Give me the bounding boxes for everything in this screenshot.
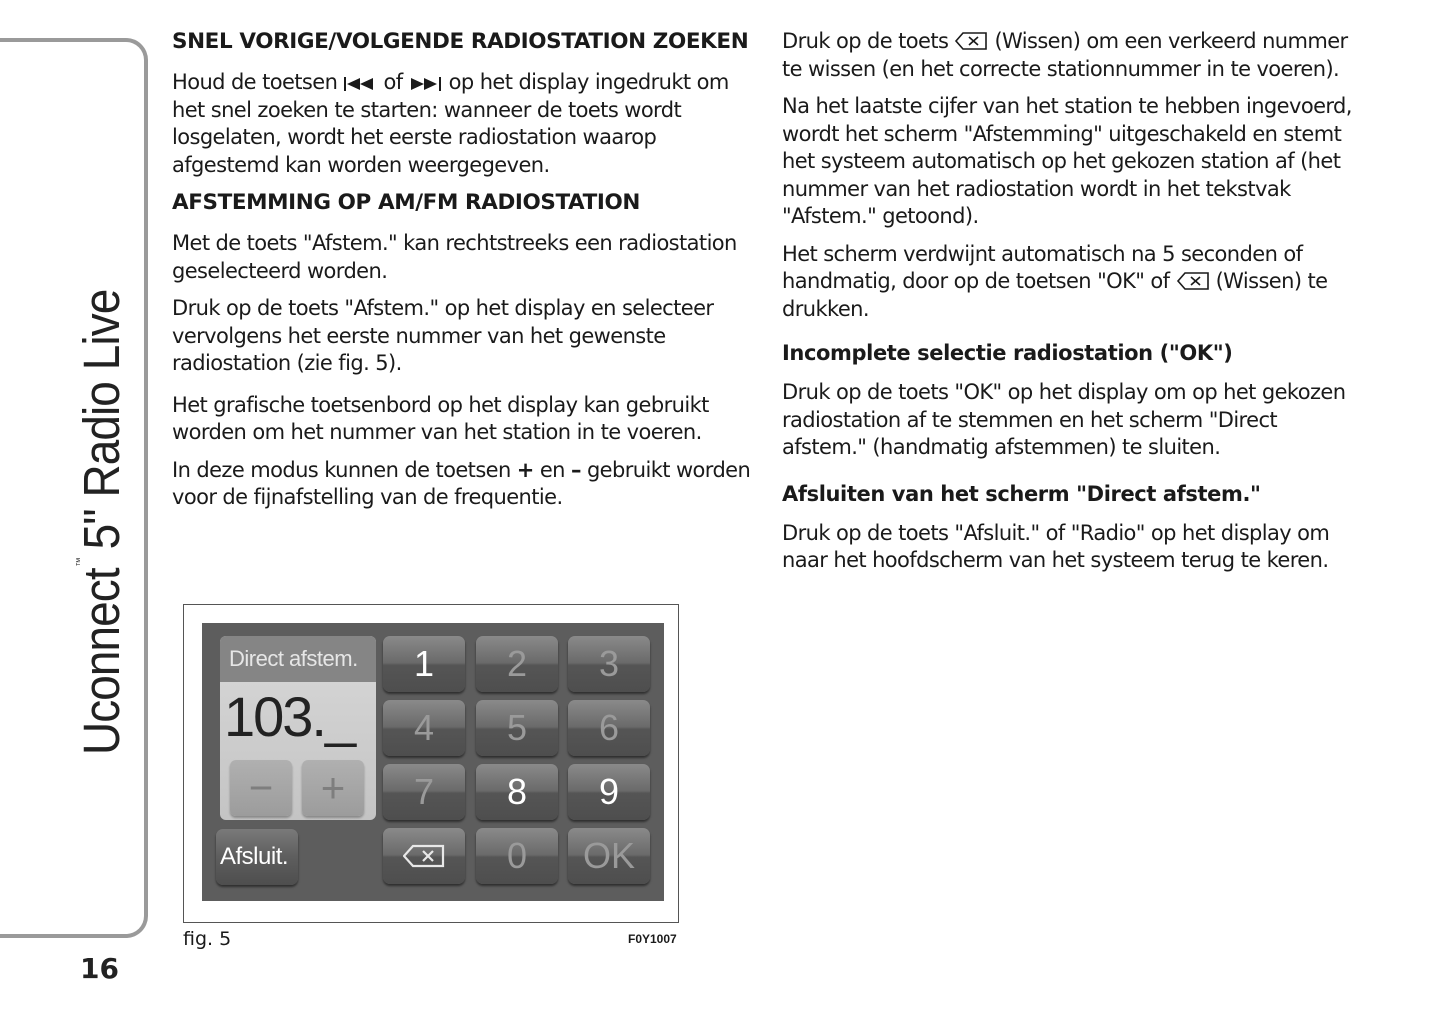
paragraph-ok: Druk op de toets "OK" op het display om op het gekozen radiostation af te stemmen en het scherm "Direct afstem." (handmatig afstemmen) te sluiten. — [782, 380, 1346, 459]
key-6[interactable]: 6 — [568, 700, 650, 756]
paragraph-exit: Druk op de toets "Afsluit." of "Radio" op het display om naar het hoofdscherm van het systeem terug te keren. — [782, 520, 1330, 572]
plus-button[interactable]: + — [302, 760, 364, 816]
paragraph-tuning-2: Druk op de toets "Afstem." op het display en selecteer vervolgens het eerste nummer van het gewenste radiostation (zie fig. 5). — [172, 296, 714, 375]
page-number: 16 — [80, 952, 119, 985]
right-column — [782, 28, 1362, 585]
section-heading-quick-search: SNEL VORIGE/VOLGENDE RADIOSTATION ZOEKEN — [172, 29, 749, 54]
key-1[interactable]: 1 — [383, 636, 465, 692]
key-0[interactable]: 0 — [476, 828, 558, 884]
section-heading-am-fm-tuning: AFSTEMMING OP AM/FM RADIOSTATION — [172, 190, 640, 215]
figure-code: F0Y1007 — [628, 932, 677, 946]
direct-tuning-panel — [220, 636, 376, 820]
frequency-readout: 103._ — [224, 685, 355, 748]
ok-key[interactable]: OK — [568, 828, 650, 884]
key-4[interactable]: 4 — [383, 700, 465, 756]
subheading-exit-screen: Afsluiten van het scherm "Direct afstem." — [782, 481, 1261, 506]
paragraph-tuning-1: Met de toets "Afstem." kan rechtstreeks een radiostation geselecteerd worden. — [172, 231, 737, 283]
panel-title: Direct afstem. — [220, 636, 376, 682]
key-5[interactable]: 5 — [476, 700, 558, 756]
next-track-icon — [409, 74, 443, 92]
backspace-icon — [403, 844, 445, 868]
paragraph-tuning-3: Het grafische toetsenbord op het display kan gebruikt worden om het nummer van het station in te voeren. — [172, 392, 709, 444]
key-9[interactable]: 9 — [568, 764, 650, 820]
key-2[interactable]: 2 — [476, 636, 558, 692]
backspace-key[interactable] — [383, 828, 465, 884]
left-column — [172, 28, 762, 522]
key-3[interactable]: 3 — [568, 636, 650, 692]
minus-button[interactable]: − — [230, 760, 292, 816]
paragraph-delete: Druk op de toets (Wissen) om een verkeerd nummer te wissen (en het correcte stationnummer in te voeren). — [782, 29, 1348, 81]
figure-direct-tuning-screen — [183, 604, 679, 923]
radio-display-screen — [202, 623, 664, 901]
backspace-icon — [1176, 271, 1210, 291]
paragraph-auto-tune: Na het laatste cijfer van het station te hebben ingevoerd, wordt het scherm "Afstemming" uitgeschakeld en stemt het systeem automatisch op het gekozen station af (het nummer van het radiostation wordt in het tekstvak "Afstem." getoond). — [782, 94, 1352, 228]
paragraph-screen-disappears: Het scherm verdwijnt automatisch na 5 seconden of handmatig, door op de toetsen "OK" of (Wissen) te drukken. — [782, 241, 1328, 321]
exit-button[interactable]: Afsluit. — [216, 829, 298, 885]
paragraph-tuning-4: In deze modus kunnen de toetsen + en – gebruikt worden voor de fijnafstelling van de frequentie. — [172, 457, 751, 509]
key-7[interactable]: 7 — [383, 764, 465, 820]
subheading-incomplete-selection: Incomplete selectie radiostation ("OK") — [782, 341, 1233, 365]
backspace-icon — [954, 31, 988, 51]
key-8[interactable]: 8 — [476, 764, 558, 820]
paragraph-quick-search: Houd de toetsen of op het display ingedrukt om het snel zoeken te starten: wanneer de toets wordt losgelaten, wordt het eerste radiostation waarop afgestemd kan worden weergegeven. — [172, 70, 729, 177]
chapter-title: Uconnect™5" Radio Live — [73, 289, 130, 755]
previous-track-icon — [343, 74, 377, 92]
figure-caption: fig. 5 — [183, 928, 232, 950]
